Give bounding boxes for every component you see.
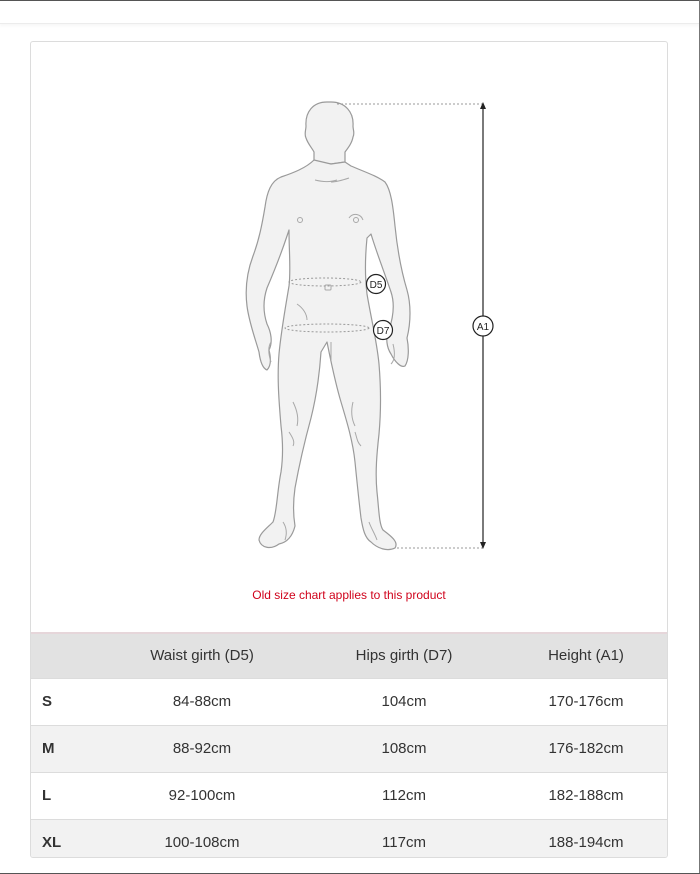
- table-row: [31, 678, 667, 725]
- table-row: [31, 772, 667, 819]
- cell-size: L: [31, 772, 101, 819]
- table-row: [31, 725, 667, 772]
- cell-hips: 104cm: [303, 678, 505, 725]
- size-chart-card: [30, 41, 668, 858]
- cell-height: 182-188cm: [505, 772, 667, 819]
- size-chart-note: Old size chart applies to this product: [252, 588, 446, 602]
- cell-waist: 100-108cm: [101, 819, 303, 858]
- cell-height: 176-182cm: [505, 725, 667, 772]
- cell-height: 170-176cm: [505, 678, 667, 725]
- header-height: Height (A1): [505, 633, 667, 678]
- label-d5: D5: [369, 280, 383, 291]
- body-measurement-figure: [31, 42, 667, 632]
- table-row: [31, 819, 667, 858]
- cell-size: M: [31, 725, 101, 772]
- table-header-row: [31, 633, 667, 678]
- body-illustration: [31, 42, 667, 632]
- header-waist-girth: Waist girth (D5): [101, 633, 303, 678]
- size-table: [31, 632, 667, 858]
- header-hips-girth: Hips girth (D7): [303, 633, 505, 678]
- cell-waist: 88-92cm: [101, 725, 303, 772]
- cell-hips: 108cm: [303, 725, 505, 772]
- label-a1: A1: [476, 322, 490, 333]
- cell-size: S: [31, 678, 101, 725]
- cell-waist: 92-100cm: [101, 772, 303, 819]
- cell-size: XL: [31, 819, 101, 858]
- measurement-labels: [367, 275, 494, 340]
- label-d7: D7: [376, 326, 390, 337]
- cell-height: 188-194cm: [505, 819, 667, 858]
- cell-hips: 117cm: [303, 819, 505, 858]
- cell-waist: 84-88cm: [101, 678, 303, 725]
- header-size: [31, 633, 101, 678]
- cell-hips: 112cm: [303, 772, 505, 819]
- top-bar: [0, 0, 700, 24]
